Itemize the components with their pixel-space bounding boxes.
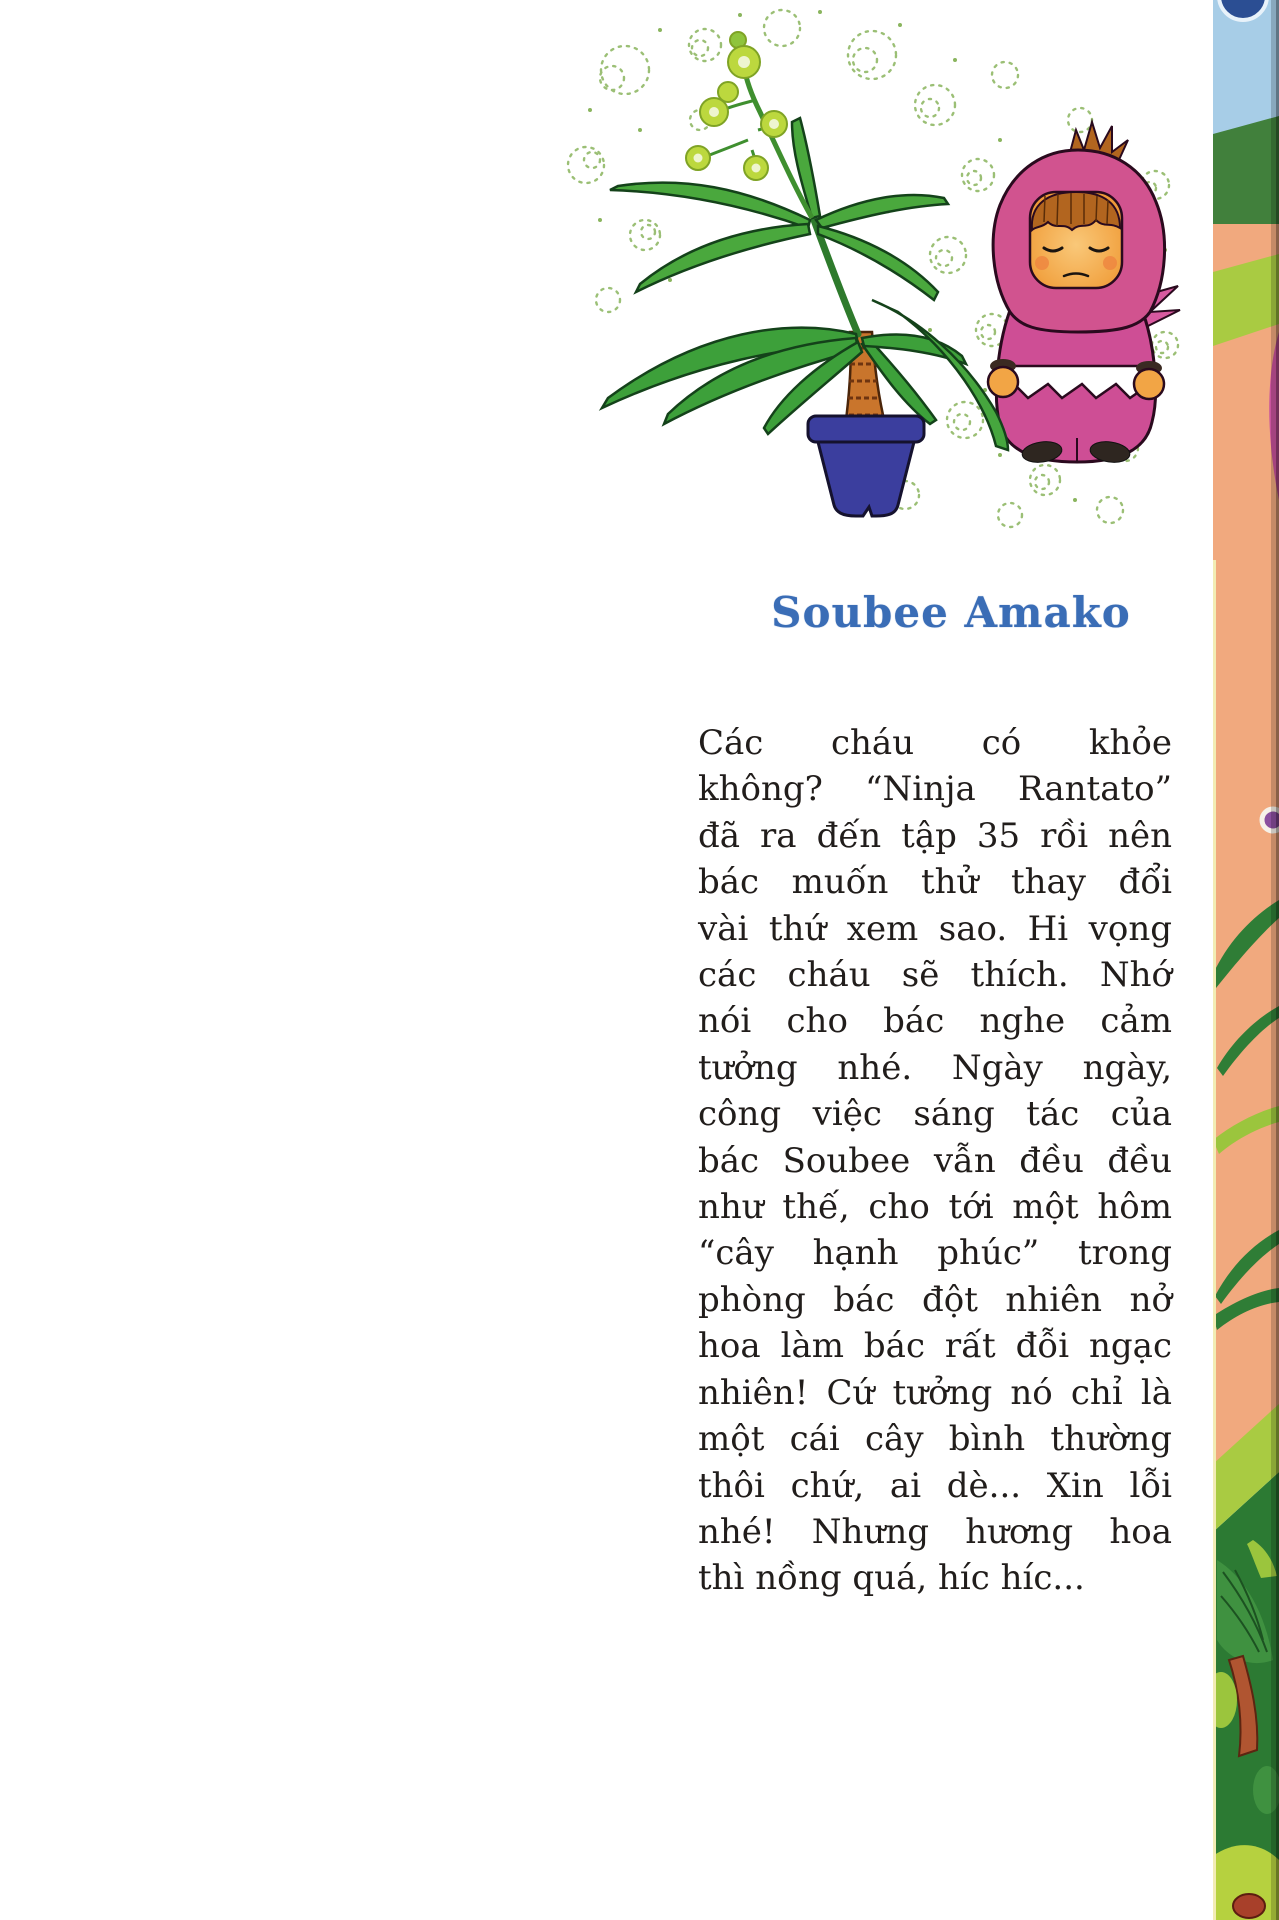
- letter-line: tưởng nhé. Ngày ngày,: [698, 1047, 1172, 1088]
- leaves-upper: [610, 118, 948, 300]
- letter-line: Các cháu có khỏe: [698, 723, 1172, 763]
- right-fist: [1134, 369, 1164, 399]
- letter-line: thôi chứ, ai dè... Xin lỗi: [698, 1465, 1172, 1506]
- author-letter: [698, 720, 1172, 1602]
- edge-hill: [1213, 116, 1279, 232]
- letter-line: “cây hạnh phúc” trong: [698, 1233, 1172, 1274]
- letter-line: thì nồng quá, híc híc...: [698, 1558, 1085, 1599]
- letter-line: nhé! Nhưng hương hoa: [698, 1511, 1172, 1552]
- author-name: Soubee Amako: [771, 588, 1131, 637]
- letter-line: đã ra đến tập 35 rồi nên: [698, 815, 1172, 856]
- letter-line: không? “Ninja Rantato”: [698, 769, 1172, 810]
- plant-pot-icon: [808, 416, 924, 516]
- letter-line: công việc sáng tác của: [698, 1094, 1172, 1135]
- letter-line: hoa làm bác rất đỗi ngạc: [698, 1326, 1172, 1367]
- letter-line: nói cho bác nghe cảm: [698, 1001, 1172, 1042]
- illustration-happiness-tree-and-author: [540, 0, 1200, 545]
- soubee-character-icon: [988, 122, 1180, 465]
- letter-line: bác muốn thử thay đổi: [698, 862, 1172, 903]
- letter-line: một cái cây bình thường: [698, 1419, 1172, 1460]
- letter-line: các cháu sẽ thích. Nhớ: [698, 955, 1172, 996]
- letter-line: như thế, cho tới một hôm: [698, 1187, 1172, 1228]
- adjacent-page-edge-art: [1213, 0, 1279, 1920]
- edge-ground: [1213, 224, 1279, 1464]
- left-fist: [988, 367, 1018, 397]
- happiness-tree-icon: [602, 32, 1008, 516]
- letter-line: bác Soubee vẫn đều đều: [698, 1140, 1172, 1181]
- blush-right: [1103, 256, 1117, 270]
- blush-left: [1035, 256, 1049, 270]
- letter-line: phòng bác đột nhiên nở: [698, 1279, 1172, 1320]
- letter-line: nhiên! Cứ tưởng nó chỉ là: [698, 1372, 1172, 1413]
- letter-line: vài thứ xem sao. Hi vọng: [698, 908, 1172, 949]
